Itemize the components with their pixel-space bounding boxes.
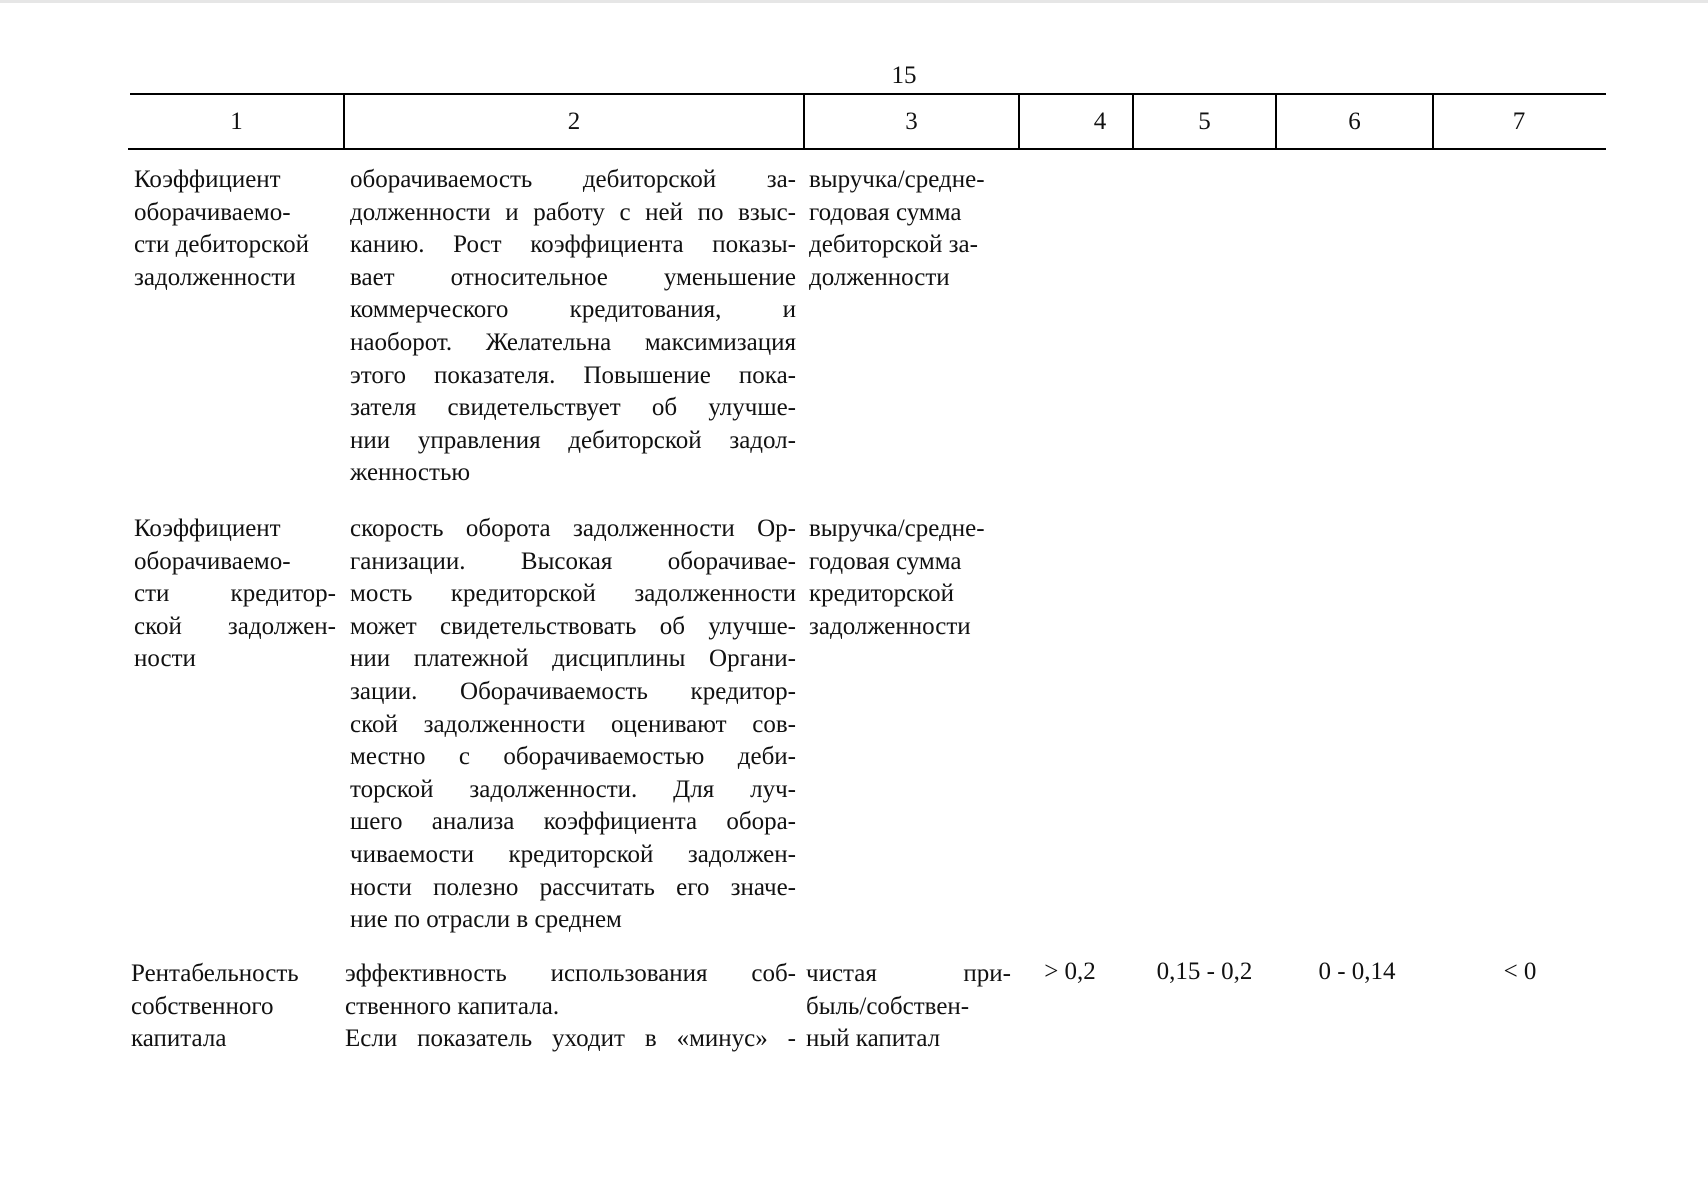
table-header-bottom-border [128,148,1606,150]
indicator-line: задолженности [134,263,296,291]
formula-line: дебиторской за- [809,231,978,259]
indicator-line: сти дебиторской [134,231,310,259]
formula-line: чистая при- [806,960,1011,987]
description-line: оборачиваемость дебиторской за- [350,166,796,193]
column-divider [1018,94,1020,150]
indicator-line: оборачиваемо- [134,198,291,226]
indicator-line: капитала [131,1025,227,1053]
column-number-5: 5 [1198,108,1211,135]
indicator-line: Рентабельность [131,960,299,987]
description-line: нии управления дебиторской задол- [350,426,796,454]
description-line: этого показателя. Повышение пока- [350,361,796,389]
formula-line: годовая сумма [809,547,962,575]
column-number-2: 2 [567,108,581,135]
description-line: наоборот. Желательна максимизация [350,328,796,356]
indicator-cell [131,958,336,1056]
value-column-7: < 0 [1503,958,1537,985]
value-column-4: > 0,2 [1044,958,1096,985]
formula-cell [809,164,1014,294]
description-line: мость кредиторской задолженности [350,580,796,608]
value-column-6: 0 - 0,14 [1318,958,1396,985]
formula-line: ный капитал [806,1025,941,1053]
indicator-cell [134,164,336,294]
indicator-line: оборачиваемо- [134,547,291,575]
column-number-4: 4 [1093,108,1107,135]
description-line: скорость оборота задолженности Ор- [350,515,796,542]
description-line: местно с оборачиваемостью деби- [350,743,796,771]
description-line: зации. Оборачиваемость кредитор- [350,677,796,705]
description-line: ганизации. Высокая оборачивае- [350,547,796,575]
description-cell [350,164,796,490]
indicator-line: Коэффициент [134,515,281,542]
description-line: может свидетельствовать об улучше- [350,612,796,640]
description-line: Если показатель уходит в «минус» - [345,1025,796,1053]
formula-line: задолженности [809,612,971,640]
indicator-line: собственного [131,992,274,1020]
description-line: торской задолженности. Для луч- [350,775,796,803]
description-line: коммерческого кредитования, и [350,296,796,324]
description-line: долженности и работу с ней по взыс- [350,198,796,226]
value-column-5: 0,15 - 0,2 [1156,958,1253,985]
description-line: ности полезно рассчитать его значе- [350,873,796,901]
formula-line: быль/собствен- [806,992,970,1020]
indicator-line: сти кредитор- [134,580,336,608]
description-line: женностью [350,459,471,487]
column-number-6: 6 [1348,108,1361,135]
column-number-3: 3 [905,108,918,135]
description-cell [350,513,796,937]
description-line: шего анализа коэффициента обора- [350,808,796,836]
description-line: ние по отрасли в среднем [350,906,622,934]
indicator-cell [134,513,336,676]
description-line: чиваемости кредиторской задолжен- [350,840,796,868]
page-number: 15 [891,62,917,89]
formula-line: выручка/средне- [809,515,985,542]
formula-cell [809,513,1014,643]
description-line: ской задолженности оценивают сов- [350,710,796,738]
description-line: ственного капитала. [345,992,560,1020]
formula-cell [806,958,1011,1056]
indicator-line: ской задолжен- [134,612,336,640]
formula-line: долженности [809,263,950,291]
formula-line: кредиторской [809,580,954,608]
page-top-edge [0,0,1708,3]
table-top-border [130,93,1606,95]
indicator-line: Коэффициент [134,166,281,193]
description-line: вает относительное уменьшение [350,263,796,291]
column-number-7: 7 [1512,108,1526,135]
column-number-1: 1 [230,108,243,135]
description-line: зателя свидетельствует об улучше- [350,394,796,422]
description-line: нии платежной дисциплины Органи- [350,645,796,673]
formula-line: годовая сумма [809,198,962,226]
formula-line: выручка/средне- [809,166,985,193]
description-cell [345,958,796,1056]
indicator-line: ности [134,645,196,673]
description-line: эффективность использования соб- [345,960,796,987]
description-line: канию. Рост коэффициента показы- [350,231,796,259]
